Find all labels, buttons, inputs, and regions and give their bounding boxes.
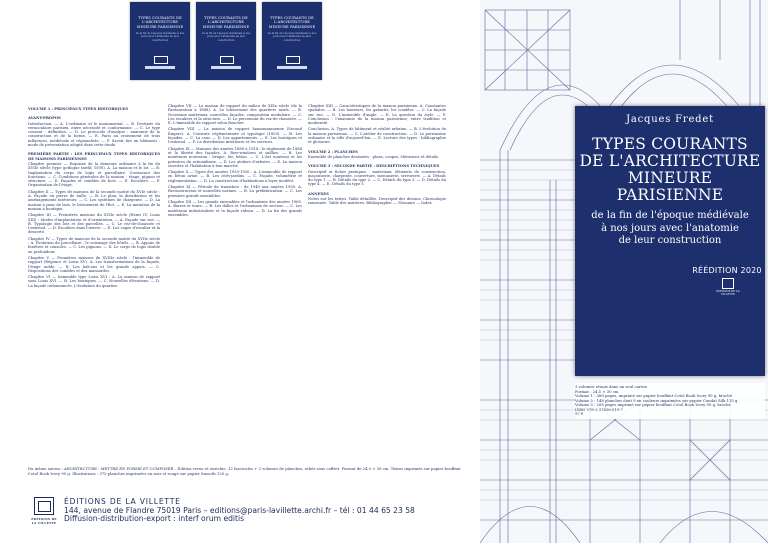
book-cover-main: [575, 106, 765, 376]
publisher-logo-icon: [34, 497, 54, 515]
publisher-info: [64, 498, 415, 524]
note-title: ARCHITECTURE : METTRE EN FORME ET COMPOSER: [64, 466, 174, 471]
section-heading: VOLUME 2 : PLANCHES: [308, 149, 358, 154]
cover-subtitle: de la fin de l'époque médiévale à nos jours avec l'anatomie de leur construction: [267, 32, 317, 42]
section-heading: AVANT-PROPOS: [28, 116, 61, 121]
chapter-summary: Chapitre VI — Immeuble type Louis XVI : A. La maison de rapport sous Louis XVI. — B. Les boutiques. — C. Nouvelles élévations. — D. La façade ordonnancée. L'évolution du quartier.: [28, 275, 160, 288]
cover-label: [145, 66, 175, 69]
section-heading: VOLUME 1 : PRINCIPAUX TYPES HISTORIQUES: [28, 107, 129, 111]
section-heading: ANNEXES: [308, 191, 329, 196]
publisher-name: ÉDITIONS DE LA VILLETTE: [64, 497, 181, 506]
book-title-line: DE L'ARCHITECTURE: [579, 152, 761, 170]
spec-line: Volume 2 : 148 planches dont 9 en couleurs imprimées sur papier Condat Silk 115 g: [575, 397, 738, 403]
cover-publisher-logo: [717, 278, 739, 296]
publisher-logo-text: ÉDITIONS DE LA VILLETTE: [31, 517, 57, 525]
contents-column-1: [28, 104, 160, 460]
book-title-line: PARISIENNE: [616, 186, 724, 204]
chapter-summary: Chapitre XI — Période de transition : de 1940 aux années 1950. A. Reconstruction et nouvelles normes. — B. La préfabrication. — C. Les premiers grands ensembles.: [168, 185, 302, 198]
chapter-summary: Introduction. — A. L'ordinaire et le monumental. — B. Destinée du vernaculaire parisien, entre nécessité et conformisme. — C. Le type courant : définition. — D. Le protocole d'analyse : anatomie de la construction et de la forme. — E. Paris au croisement de trois influences, médiévale et régionaliste. — F. Savoir lire un bâtiment : mode de présentation adopté dans cette étude.: [28, 121, 160, 148]
cover-label: [277, 66, 307, 69]
chapter-summary: Chapitre X — Types des années 1920-1930 : A. L'immeuble de rapport en béton armé. — B. Les cités-jardins. — C. Façade, volumétrie et réglementation. — D. La construction d'habitations à loyer modéré.: [168, 170, 302, 183]
spec-line: Format : 24,5 × 30 cm: [575, 388, 619, 394]
book-subtitle-line: à nos jours avec l'anatomie: [601, 222, 739, 234]
book-cover-volume-2: [196, 2, 256, 80]
cover-publisher-logo-text: ÉDITIONS DE LA VILLETTE: [716, 290, 740, 296]
cover-subtitle: de la fin de l'époque médiévale à nos jours avec l'anatomie de leur construction: [201, 32, 251, 42]
book-subtitle-line: de la fin de l'époque médiévale: [591, 210, 749, 221]
chapter-summary: Conclusion. A. Types de bâtiment et réalité urbaine. — B. L'évolution de la maison parisienne. — C. L'atelier de construction. — D. Le patrimoine ordinaire et la ville d'aujourd'hui. — E. Lecture des types : bibliographie et glossaire.: [308, 127, 446, 145]
chapter-summary: Chapitre V — Premières maisons du XVIIIe siècle : l'immeuble de rapport (Régence et Louis XV). A. Les transformations de la façade, l'étage noble. — B. Les balcons et les grands appuis. — C. Dispositions des combles et des mansardes.: [28, 255, 160, 273]
cover-title: TYPES COURANTS DE L'ARCHITECTURE MINEURE PARISIENNE: [268, 16, 316, 29]
section-heading: PREMIÈRE PARTIE : LES PRINCIPAUX TYPES HISTORIQUES DE MAISONS PARISIENNES: [28, 152, 160, 161]
spec-line: 97 €: [575, 411, 584, 416]
chapter-summary: Chapitre VIII — La maison de rapport haussmannienne (Second Empire). A. Contexte réglementaire et typologie (1853). — B. Les façades. — C. La cour. — D. Les appartements. — E. Les boutiques et l'entresol. — F. La distribution intérieure et les services.: [168, 127, 302, 145]
book-author: Jacques Fredet: [626, 114, 714, 125]
book-subtitle: [575, 210, 765, 248]
spec-line: Volume 1 : 368 pages, imprimé sur papier bouffant Cotol Book Ivory 90 g, broché: [575, 393, 732, 398]
related-title-note: [28, 467, 468, 476]
cover-label: [211, 66, 241, 69]
chapter-summary: Chapitre III — Premières maisons du XVIIe siècle (Henri IV, Louis XIII) : Modes d'implantation et d'orientation. — A. Façade sur rue. — B. Typologie des lots et des parcelles. — C. Le rez-de-chaussée et l'entresol. — D. Escaliers dans l'œuvre. — E. Les cages d'escalier et la desserte.: [28, 213, 160, 235]
cover-publisher-logo-icon: [722, 278, 734, 289]
chapter-summary: Chapitre VII — La maison de rapport du milieu du XIXe siècle (de la Restauration à 1848). A. Le lotissement des quartiers neufs. — B. Nouveaux matériaux, nouvelles façades, composition modulaire. — C. Les escaliers et la structure. — D. Le percement du rez-de-chaussée. — E. L'immeuble de rapport selon Bouchet.: [168, 104, 302, 126]
cover-emblem: [154, 56, 168, 64]
chapter-summary: Chapitre premier — Esquisse de la demeure ordinaire à la fin du XVIIe siècle (type gothique tardif, 1500). A. La maison et le lot. — B. Implantation du corps de logis et parcellaire. Croissance des fonctions. — C. Conditions générales de la maison : étage, pignon et structure. — D. Façades et combles de bois. — E. Escaliers. — F. Organisation de l'étage.: [28, 161, 160, 188]
publisher-distribution: Diffusion-distribution-export : interf orum editis: [64, 514, 245, 524]
book-title: [575, 136, 765, 204]
note-lead: Du même auteur :: [28, 466, 63, 471]
edition-label: RÉÉDITION 2020: [692, 266, 762, 275]
chapter-summary: Chapitre IX — Maisons des années 1880 à 1914 : le règlement de 1884 et la liberté des façades. A. Bow-windows et saillies. — B. Les matériaux nouveaux : brique, fer, béton. — C. L'Art nouveau et les prémices du rationalisme. — D. Les ateliers d'artistes. — E. La maison ouvrière et l'habitation à bon marché.: [168, 146, 302, 168]
book-subtitle-line: de leur construction: [618, 235, 722, 246]
cover-emblem: [220, 56, 234, 64]
contents-column-2: [168, 104, 302, 460]
publisher-logo: [30, 497, 58, 527]
spec-line: Volume 3 : 208 pages imprimé sur papier bouffant Cotol Book Ivory 90 g, broché: [575, 402, 731, 407]
book-title-line: TYPES COURANTS: [592, 135, 748, 153]
publisher-address: 144, avenue de Flandre 75019 Paris – editions@paris-lavillette.archi.fr – tél : 01 44 65 23 58: [64, 505, 415, 515]
chapter-summary: Notes sur les textes. Table détaillée. Descriptif des dessins. Chronologie raisonnée. Table des matières. Bibliographie — Glossaire — Index.: [308, 197, 446, 206]
contents-column-3: [308, 104, 446, 460]
spec-line: 3 volumes réunis dans un seul carton: [575, 384, 647, 389]
spec-line: ISBN 978-2-37856-019-7: [575, 406, 623, 412]
section-heading: VOLUME 3 : SECONDE PARTIE : DESCRIPTIONS TECHNIQUES: [308, 164, 440, 169]
book-cover-volume-1: [130, 2, 190, 80]
chapter-summary: Chapitre IV — Types de maisons de la seconde moitié du XVIIe siècle : A. Évolution du parcellaire ; le voisinage des hôtels. — B. Appuis de fenêtres et consoles. — C. Les pignons. — D. Le corps de logis double en profondeur.: [28, 236, 160, 254]
cover-emblem: [286, 56, 300, 64]
chapter-summary: Descriptif et fiches pratiques : matériaux, éléments de construction, maçonnerie, charpente, couverture, menuiserie, serrurerie. — A. Détails du type 1. — B. Détails du type 2. — C. Détails du type 3. — D. Détails du type 4. — E. Détails du type 5.: [308, 169, 446, 187]
book-specifications: [575, 383, 765, 419]
book-title-line: MINEURE: [627, 169, 713, 187]
chapter-summary: Ensemble de planches dessinées : plans, coupes, élévations et détails.: [308, 154, 440, 159]
cover-subtitle: de la fin de l'époque médiévale à nos jours avec l'anatomie de leur construction: [135, 32, 185, 42]
cover-title: TYPES COURANTS DE L'ARCHITECTURE MINEURE PARISIENNE: [202, 16, 250, 29]
cover-title: TYPES COURANTS DE L'ARCHITECTURE MINEURE PARISIENNE: [136, 16, 184, 29]
note-details: – Édition revue et enrichie. 12 fascicules + 2 volumes de planches, reliés sous coffret. Format de 24,5 × 30 cm. Textes imprimés sur papier bouffant Cotol Book Ivory 90 g. Illustrations : 375 planches imprimées en noir et rouge sur papier Smooth 120 g.: [28, 466, 461, 476]
chapter-summary: Chapitre XII — Les grands ensembles et l'urbanisme des années 1960. A. Barres et tours. — B. Les dalles et l'urbanisme de secteur. — C. Les matériaux industrialisés et la façade rideau. — D. La fin des grands ensembles.: [168, 199, 302, 217]
chapter-summary: Chapitre XIII — Caractéristiques de la maison parisienne. A. Constantes spatiales. — B. Les hauteurs, les gabarits, les combles. — C. La façade sur rue. — D. L'immeuble d'angle. — E. La question du style. — F. Conclusion : l'anatomie de la maison parisienne, entre tradition et modernité.: [308, 104, 446, 126]
chapter-summary: Chapitre II — Types de maisons de la seconde moitié du XVIe siècle : A. Façade en pierre de taille. — B. Le plan, la distribution et les aménagements intérieurs. — C. Les systèmes de charpente. — D. La maison à pans de bois, le lotissement de l'îlot. — E. La mutation de la maison à boutique.: [28, 189, 160, 211]
book-cover-volume-3: [262, 2, 322, 80]
